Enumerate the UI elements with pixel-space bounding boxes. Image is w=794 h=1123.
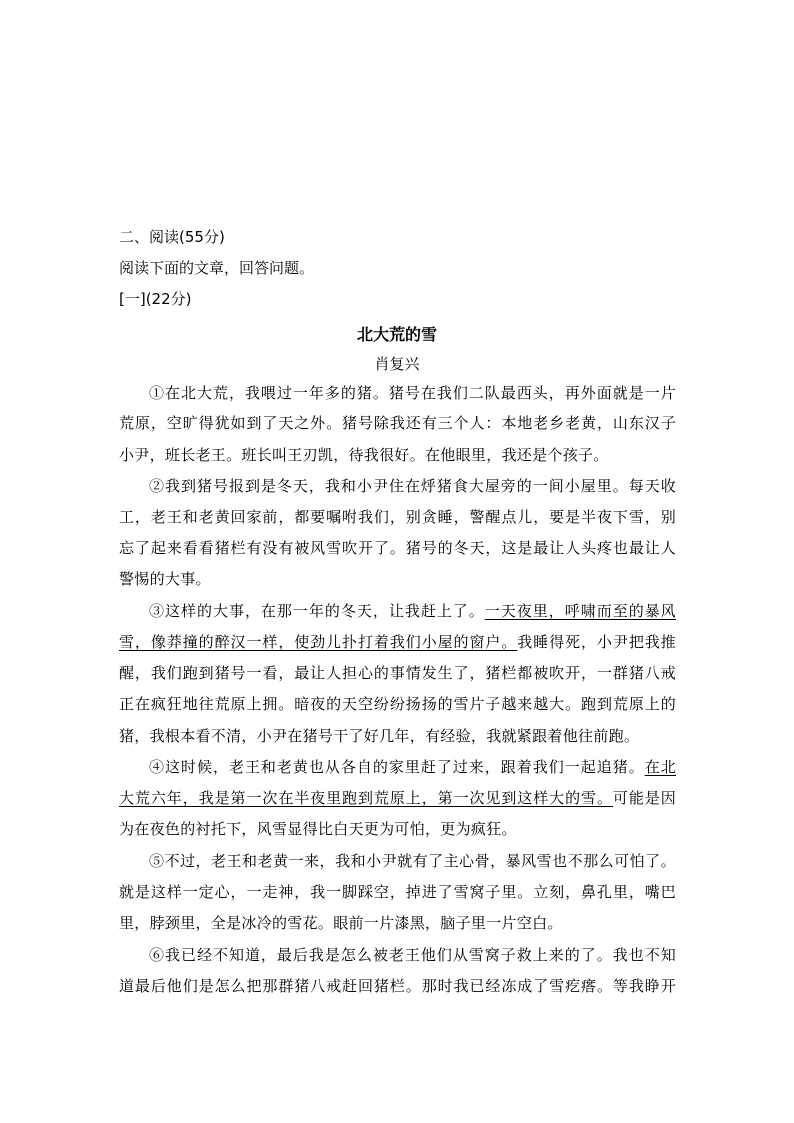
- article-author: 肖复兴: [374, 355, 420, 373]
- section-heading: 二、阅读(55分): [119, 228, 225, 246]
- paragraph-4-line-1: [119, 757, 676, 777]
- underlined-sentence: 大荒六年，我是第一次在半夜里跑到荒原上，第一次见到这样大的雪。: [119, 789, 613, 807]
- reading-instruction: 阅读下面的文章，回答问题。: [119, 259, 315, 277]
- paragraph-2-line-2: 工，老王和老黄回家前，都要嘱咐我们，别贪睡，警醒点儿，要是半夜下雪，别: [119, 508, 676, 526]
- paragraph-3-line-5: 猪，我根本看不清，小尹在猪号干了好几年，有经验，我就紧跟着他往前跑。: [119, 727, 640, 745]
- underlined-sentence: 雪，像莽撞的醉汉一样，使劲儿扑打着我们小屋的窗户。: [119, 633, 518, 651]
- part-label: [一](22分): [119, 290, 192, 308]
- paragraph-4-line-2: [119, 788, 676, 808]
- paragraph-2-line-3: 忘了起来看看猪栏有没有被风雪吹开了。猪号的冬天，这是最让人头疼也最让人: [119, 539, 676, 557]
- paragraph-4-line-3: 为在夜色的衬托下，风雪显得比白天更为可怕，更为疯狂。: [119, 820, 517, 838]
- paragraph-5-line-3: 里，脖颈里，全是冰冷的雪花。眼前一片漆黑，脑子里一片空白。: [119, 914, 563, 932]
- article-title: 北大荒的雪: [356, 325, 437, 344]
- paragraph-3-line-4: 正在疯狂地往荒原上拥。暗夜的天空纷纷扬扬的雪片子越来越大。跑到荒原上的: [119, 695, 676, 713]
- text-segment: ③这样的大事，在那一年的冬天，让我赶上了。: [149, 602, 485, 620]
- underlined-sentence: 一天夜里，呼啸而至的暴风: [484, 602, 676, 620]
- paragraph-3-line-3: 醒，我们跑到猪号一看，最让人担心的事情发生了，猪栏都被吹开，一群猪八戒: [119, 664, 676, 682]
- underlined-sentence: 在北: [644, 758, 676, 776]
- paragraph-3-line-2: [119, 632, 676, 652]
- paragraph-6-line-2: 道最后他们是怎么把那群猪八戒赶回猪栏。那时我已经冻成了雪疙瘩。等我睁开: [119, 977, 676, 995]
- paragraph-2-line-1: ②我到猪号报到是冬天，我和小尹住在烀猪食大屋旁的一间小屋里。每天收: [149, 477, 676, 495]
- paragraph-5-line-1: ⑤不过，老王和老黄一来，我和小尹就有了主心骨，暴风雪也不那么可怕了。: [149, 852, 676, 870]
- paragraph-5-line-2: 就是这样一定心，一走神，我一脚踩空，掉进了雪窝子里。立刻，鼻孔里，嘴巴: [119, 883, 676, 901]
- paragraph-6-line-1: ⑥我已经不知道，最后我是怎么被老王他们从雪窝子救上来的了。我也不知: [149, 946, 676, 964]
- text-segment: ④这时候，老王和老黄也从各自的家里赶了过来，跟着我们一起追猪。: [149, 758, 645, 776]
- text-segment: 可能是因: [612, 789, 677, 807]
- paragraph-2-line-4: 警惕的大事。: [119, 570, 211, 588]
- paragraph-1-line-3: 小尹，班长老王。班长叫王刃凯，待我很好。在他眼里，我还是个孩子。: [119, 446, 609, 464]
- text-segment: 我睡得死，小尹把我推: [517, 633, 676, 651]
- paragraph-1-line-2: 荒原，空旷得犹如到了天之外。猪号除我还有三个人：本地老乡老黄，山东汉子: [119, 414, 676, 432]
- paragraph-1-line-1: ①在北大荒，我喂过一年多的猪。猪号在我们二队最西头，再外面就是一片: [149, 384, 676, 402]
- paragraph-3-line-1: [119, 601, 676, 621]
